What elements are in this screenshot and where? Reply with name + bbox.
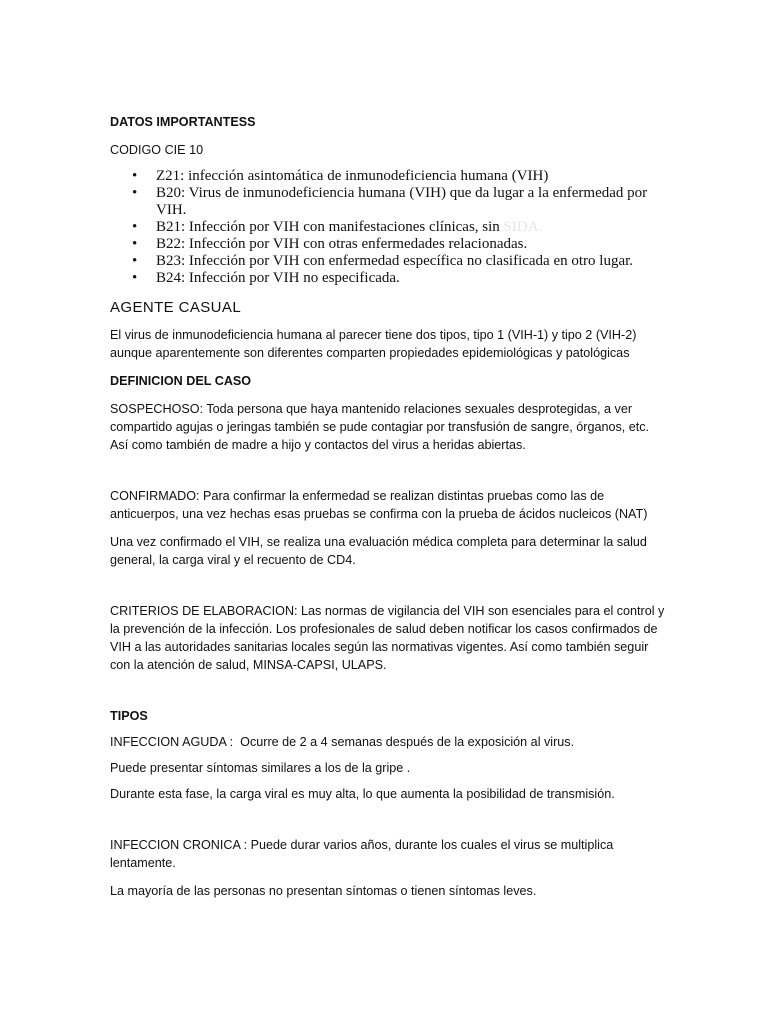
bullet-icon: • [132,236,138,252]
bullet-icon: • [132,185,138,201]
list-item [132,270,670,287]
definicion-heading: DEFINICION DEL CASO [110,374,252,388]
confirmado-followup-paragraph: Una vez confirmado el VIH, se realiza una evaluación médica completa para determinar la salud general, la carga viral y el recuento de CD4. [110,535,647,567]
aguda-symptoms-paragraph: Puede presentar síntomas similares a los de la gripe . [110,761,411,775]
codigo-label: CODIGO CIE 10 [110,143,204,157]
faded-text: SIDA. [503,219,543,235]
list-item [132,219,670,236]
bullet-icon: • [132,168,138,184]
cronica-symptoms-paragraph: La mayoría de las personas no presentan síntomas o tienen síntomas leves. [110,884,537,898]
confirmado-paragraph: CONFIRMADO: Para confirmar la enfermedad se realizan distintas pruebas como las de anticuerpos, una vez hechas esas pruebas se confirma con la prueba de ácidos nucleicos (NAT) [110,489,648,521]
aguda-paragraph: INFECCION AGUDA : Ocurre de 2 a 4 semanas después de la exposición al virus. [110,735,575,749]
list-item [132,185,670,219]
document-page [110,113,670,900]
cie10-code-list [110,168,670,287]
bullet-icon: • [132,219,138,235]
code-text: B20: Virus de inmunodeficiencia humana (VIH) que da lugar a la enfermedad por VIH. [156,185,648,218]
tipos-heading: TIPOS [110,709,148,723]
cronica-paragraph: INFECCION CRONICA : Puede durar varios años, durante los cuales el virus se multiplica lentamente. [110,838,614,870]
code-text: Z21: infección asintomática de inmunodeficiencia humana (VIH) [156,168,549,184]
agente-paragraph: El virus de inmunodeficiencia humana al parecer tiene dos tipos, tipo 1 (VIH-1) y tipo 2 (VIH-2) aunque aparentemente son diferentes comparten propiedades epidemiológicas y patológicas [110,328,637,360]
code-text: B21: Infección por VIH con manifestaciones clínicas, sin [156,219,504,235]
list-item [132,168,670,185]
bullet-icon: • [132,270,138,286]
agente-heading: AGENTE CASUAL [110,299,242,316]
code-text: B24: Infección por VIH no especificada. [156,270,400,286]
code-text: B23: Infección por VIH con enfermedad específica no clasificada en otro lugar. [156,253,634,269]
criterios-paragraph: CRITERIOS DE ELABORACION: Las normas de vigilancia del VIH son esenciales para el control y la prevención de la infección. Los profesionales de salud deben notificar los casos confirmados de VIH a las autoridades sanitarias locales según las normativas vigentes. Así como también seguir con la atención de salud, MINSA-CAPSI, ULAPS. [110,604,665,672]
sospechoso-paragraph: SOSPECHOSO: Toda persona que haya mantenido relaciones sexuales desprotegidas, a ver compartido agujas o jeringas también se pude contagiar por transfusión de sangre, órganos, etc. Así como también de madre a hijo y contactos del virus a heridas abiertas. [110,402,650,452]
list-item [132,253,670,270]
code-text: B22: Infección por VIH con otras enfermedades relacionadas. [156,236,528,252]
document-title: DATOS IMPORTANTESS [110,115,256,129]
bullet-icon: • [132,253,138,269]
list-item [132,236,670,253]
aguda-viral-load-paragraph: Durante esta fase, la carga viral es muy alta, lo que aumenta la posibilidad de transmisión. [110,787,615,801]
